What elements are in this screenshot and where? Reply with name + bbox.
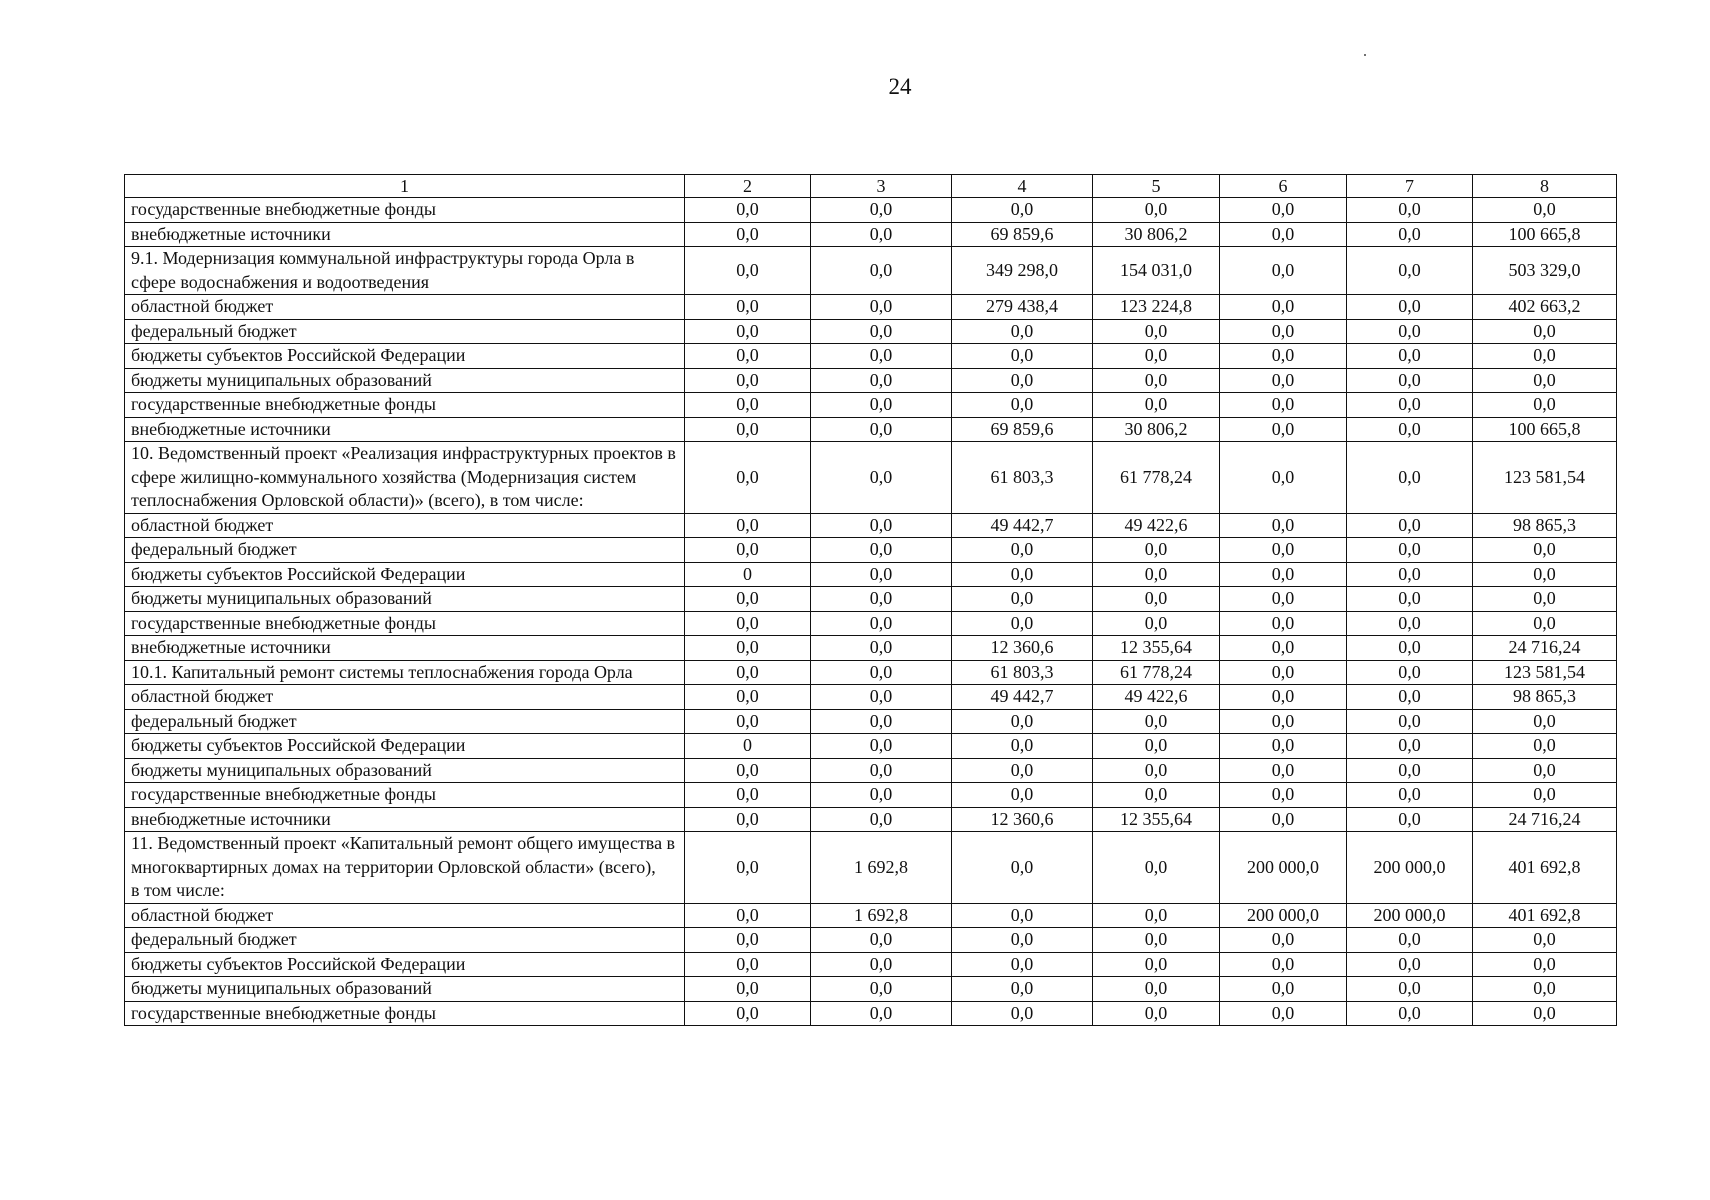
value-cell: 0,0 xyxy=(1347,319,1473,344)
value-cell: 0,0 xyxy=(1473,587,1617,612)
value-cell: 0,0 xyxy=(1473,562,1617,587)
value-cell: 0,0 xyxy=(811,319,952,344)
value-cell: 0,0 xyxy=(1220,538,1347,563)
value-cell: 0,0 xyxy=(685,636,811,661)
value-cell: 12 355,64 xyxy=(1093,636,1220,661)
value-cell: 0,0 xyxy=(952,198,1093,223)
value-cell: 0,0 xyxy=(1473,1001,1617,1026)
value-cell: 49 422,6 xyxy=(1093,685,1220,710)
value-cell: 279 438,4 xyxy=(952,295,1093,320)
value-cell: 0,0 xyxy=(811,247,952,295)
value-cell: 0,0 xyxy=(1093,393,1220,418)
value-cell: 0,0 xyxy=(1093,344,1220,369)
value-cell: 0,0 xyxy=(1473,611,1617,636)
value-cell: 349 298,0 xyxy=(952,247,1093,295)
value-cell: 0,0 xyxy=(685,977,811,1002)
value-cell: 0,0 xyxy=(1093,758,1220,783)
value-cell: 0,0 xyxy=(1473,538,1617,563)
value-cell: 0,0 xyxy=(1220,222,1347,247)
value-cell: 200 000,0 xyxy=(1220,903,1347,928)
value-cell: 0,0 xyxy=(1093,587,1220,612)
value-cell: 0,0 xyxy=(1093,319,1220,344)
value-cell: 0,0 xyxy=(1473,783,1617,808)
column-number: 7 xyxy=(1347,175,1473,198)
value-cell: 0,0 xyxy=(1220,368,1347,393)
value-cell: 49 422,6 xyxy=(1093,513,1220,538)
column-number: 1 xyxy=(125,175,685,198)
row-label: бюджеты муниципальных образований xyxy=(125,977,685,1002)
value-cell: 0,0 xyxy=(685,319,811,344)
page-number: 24 xyxy=(888,74,912,99)
table-row xyxy=(125,807,1617,832)
value-cell: 0,0 xyxy=(1347,417,1473,442)
value-cell: 0,0 xyxy=(1347,198,1473,223)
value-cell: 0,0 xyxy=(1093,952,1220,977)
value-cell: 0,0 xyxy=(685,513,811,538)
value-cell: 0,0 xyxy=(1473,928,1617,953)
value-cell: 0,0 xyxy=(1093,783,1220,808)
column-number-row xyxy=(125,175,1617,198)
value-cell: 0,0 xyxy=(1347,344,1473,369)
value-cell: 0,0 xyxy=(811,611,952,636)
value-cell: 0,0 xyxy=(1093,611,1220,636)
row-label: бюджеты муниципальных образований xyxy=(125,368,685,393)
value-cell: 0,0 xyxy=(685,222,811,247)
value-cell: 0,0 xyxy=(1473,344,1617,369)
value-cell: 0,0 xyxy=(685,393,811,418)
value-cell: 12 355,64 xyxy=(1093,807,1220,832)
value-cell: 0,0 xyxy=(811,393,952,418)
table-row xyxy=(125,758,1617,783)
table-row xyxy=(125,709,1617,734)
table-row xyxy=(125,562,1617,587)
value-cell: 0,0 xyxy=(952,1001,1093,1026)
value-cell: 0,0 xyxy=(685,538,811,563)
value-cell: 503 329,0 xyxy=(1473,247,1617,295)
value-cell: 0,0 xyxy=(811,636,952,661)
row-label: федеральный бюджет xyxy=(125,709,685,734)
value-cell: 0,0 xyxy=(1220,1001,1347,1026)
value-cell: 123 224,8 xyxy=(1093,295,1220,320)
value-cell: 0,0 xyxy=(1347,247,1473,295)
value-cell: 0,0 xyxy=(811,222,952,247)
value-cell: 0,0 xyxy=(811,758,952,783)
row-label: областной бюджет xyxy=(125,903,685,928)
value-cell: 0,0 xyxy=(1347,807,1473,832)
value-cell: 0,0 xyxy=(1220,734,1347,759)
row-label: бюджеты муниципальных образований xyxy=(125,758,685,783)
value-cell: 200 000,0 xyxy=(1220,832,1347,904)
column-number: 3 xyxy=(811,175,952,198)
value-cell: 0,0 xyxy=(1347,538,1473,563)
value-cell: 0,0 xyxy=(1093,198,1220,223)
table-body xyxy=(125,175,1617,1026)
table-row xyxy=(125,368,1617,393)
value-cell: 0,0 xyxy=(1093,562,1220,587)
column-number: 2 xyxy=(685,175,811,198)
value-cell: 0,0 xyxy=(952,319,1093,344)
value-cell: 0,0 xyxy=(1473,977,1617,1002)
table-row xyxy=(125,513,1617,538)
value-cell: 0,0 xyxy=(685,928,811,953)
table-row xyxy=(125,611,1617,636)
table-row xyxy=(125,928,1617,953)
table-row xyxy=(125,587,1617,612)
value-cell: 98 865,3 xyxy=(1473,685,1617,710)
value-cell: 0,0 xyxy=(952,783,1093,808)
value-cell: 0,0 xyxy=(1347,783,1473,808)
row-label: бюджеты субъектов Российской Федерации xyxy=(125,734,685,759)
value-cell: 61 778,24 xyxy=(1093,442,1220,514)
scan-speck xyxy=(1364,54,1366,56)
value-cell: 0,0 xyxy=(952,758,1093,783)
value-cell: 0,0 xyxy=(1093,903,1220,928)
table-row xyxy=(125,538,1617,563)
value-cell: 0,0 xyxy=(811,368,952,393)
row-label: федеральный бюджет xyxy=(125,538,685,563)
value-cell: 401 692,8 xyxy=(1473,832,1617,904)
value-cell: 0,0 xyxy=(811,685,952,710)
value-cell: 61 803,3 xyxy=(952,442,1093,514)
value-cell: 0,0 xyxy=(685,198,811,223)
value-cell: 0,0 xyxy=(1347,636,1473,661)
value-cell: 0,0 xyxy=(811,952,952,977)
value-cell: 401 692,8 xyxy=(1473,903,1617,928)
value-cell: 0,0 xyxy=(811,783,952,808)
value-cell: 0,0 xyxy=(685,758,811,783)
row-label: бюджеты муниципальных образований xyxy=(125,587,685,612)
value-cell: 0,0 xyxy=(1473,952,1617,977)
table-row xyxy=(125,832,1617,904)
value-cell: 100 665,8 xyxy=(1473,222,1617,247)
budget-table xyxy=(124,174,1617,1026)
value-cell: 0,0 xyxy=(1347,977,1473,1002)
value-cell: 30 806,2 xyxy=(1093,222,1220,247)
row-label: бюджеты субъектов Российской Федерации xyxy=(125,952,685,977)
table-row xyxy=(125,198,1617,223)
value-cell: 0,0 xyxy=(811,734,952,759)
value-cell: 0,0 xyxy=(811,538,952,563)
value-cell: 0,0 xyxy=(811,562,952,587)
value-cell: 0,0 xyxy=(1347,562,1473,587)
value-cell: 402 663,2 xyxy=(1473,295,1617,320)
value-cell: 0,0 xyxy=(1473,393,1617,418)
value-cell: 0,0 xyxy=(685,660,811,685)
table-row xyxy=(125,734,1617,759)
value-cell: 0,0 xyxy=(1473,734,1617,759)
column-number: 6 xyxy=(1220,175,1347,198)
value-cell: 0,0 xyxy=(685,783,811,808)
value-cell: 0,0 xyxy=(1347,442,1473,514)
value-cell: 0,0 xyxy=(1347,685,1473,710)
table-row xyxy=(125,783,1617,808)
value-cell: 0,0 xyxy=(811,709,952,734)
value-cell: 0,0 xyxy=(1093,832,1220,904)
row-label: государственные внебюджетные фонды xyxy=(125,393,685,418)
row-label: областной бюджет xyxy=(125,513,685,538)
value-cell: 0,0 xyxy=(1093,538,1220,563)
value-cell: 0 xyxy=(685,734,811,759)
value-cell: 0,0 xyxy=(952,368,1093,393)
value-cell: 0,0 xyxy=(811,660,952,685)
value-cell: 0,0 xyxy=(685,587,811,612)
value-cell: 0,0 xyxy=(811,977,952,1002)
value-cell: 0,0 xyxy=(1220,636,1347,661)
row-label: 9.1. Модернизация коммунальной инфраструктуры города Орла в сфере водоснабжения и водоотведения xyxy=(125,247,685,295)
value-cell: 0,0 xyxy=(952,344,1093,369)
value-cell: 0,0 xyxy=(1347,928,1473,953)
table-row xyxy=(125,344,1617,369)
row-label: областной бюджет xyxy=(125,295,685,320)
value-cell: 0,0 xyxy=(685,1001,811,1026)
value-cell: 0,0 xyxy=(1220,393,1347,418)
value-cell: 30 806,2 xyxy=(1093,417,1220,442)
row-label: внебюджетные источники xyxy=(125,222,685,247)
row-label: 10. Ведомственный проект «Реализация инфраструктурных проектов в сфере жилищно-коммунального хозяйства (Модернизация систем теплоснабжения Орловской области)» (всего), в том числе: xyxy=(125,442,685,514)
table-row xyxy=(125,222,1617,247)
value-cell: 0,0 xyxy=(811,1001,952,1026)
table-row xyxy=(125,417,1617,442)
value-cell: 0,0 xyxy=(1473,758,1617,783)
value-cell: 100 665,8 xyxy=(1473,417,1617,442)
value-cell: 61 778,24 xyxy=(1093,660,1220,685)
value-cell: 0,0 xyxy=(952,393,1093,418)
value-cell: 0,0 xyxy=(952,709,1093,734)
value-cell: 0,0 xyxy=(952,832,1093,904)
value-cell: 0,0 xyxy=(685,344,811,369)
value-cell: 0,0 xyxy=(685,685,811,710)
row-label: 11. Ведомственный проект «Капитальный ремонт общего имущества в многоквартирных домах на территории Орловской области» (всего), в том числе: xyxy=(125,832,685,904)
value-cell: 24 716,24 xyxy=(1473,636,1617,661)
table-row xyxy=(125,1001,1617,1026)
value-cell: 0,0 xyxy=(811,587,952,612)
value-cell: 0,0 xyxy=(1220,247,1347,295)
value-cell: 0,0 xyxy=(1220,783,1347,808)
value-cell: 0,0 xyxy=(1220,977,1347,1002)
value-cell: 0,0 xyxy=(1220,295,1347,320)
table-row xyxy=(125,393,1617,418)
value-cell: 0,0 xyxy=(685,442,811,514)
value-cell: 0,0 xyxy=(1347,513,1473,538)
value-cell: 0,0 xyxy=(1473,198,1617,223)
value-cell: 12 360,6 xyxy=(952,807,1093,832)
value-cell: 0,0 xyxy=(1093,1001,1220,1026)
value-cell: 0,0 xyxy=(685,368,811,393)
value-cell: 0,0 xyxy=(1347,368,1473,393)
table-row xyxy=(125,685,1617,710)
value-cell: 0,0 xyxy=(1473,368,1617,393)
column-number: 8 xyxy=(1473,175,1617,198)
value-cell: 0,0 xyxy=(1347,734,1473,759)
row-label: государственные внебюджетные фонды xyxy=(125,611,685,636)
value-cell: 1 692,8 xyxy=(811,903,952,928)
row-label: государственные внебюджетные фонды xyxy=(125,783,685,808)
column-number: 5 xyxy=(1093,175,1220,198)
row-label: внебюджетные источники xyxy=(125,636,685,661)
value-cell: 0 xyxy=(685,562,811,587)
table-row xyxy=(125,295,1617,320)
value-cell: 69 859,6 xyxy=(952,417,1093,442)
value-cell: 0,0 xyxy=(685,417,811,442)
value-cell: 0,0 xyxy=(1473,319,1617,344)
value-cell: 0,0 xyxy=(685,807,811,832)
value-cell: 0,0 xyxy=(1220,344,1347,369)
value-cell: 0,0 xyxy=(952,928,1093,953)
row-label: 10.1. Капитальный ремонт системы теплоснабжения города Орла xyxy=(125,660,685,685)
value-cell: 0,0 xyxy=(952,734,1093,759)
value-cell: 0,0 xyxy=(1347,611,1473,636)
value-cell: 49 442,7 xyxy=(952,513,1093,538)
value-cell: 0,0 xyxy=(685,832,811,904)
value-cell: 0,0 xyxy=(952,952,1093,977)
table-row xyxy=(125,903,1617,928)
value-cell: 0,0 xyxy=(1220,319,1347,344)
value-cell: 200 000,0 xyxy=(1347,832,1473,904)
table-row xyxy=(125,442,1617,514)
value-cell: 0,0 xyxy=(1220,198,1347,223)
value-cell: 0,0 xyxy=(811,198,952,223)
value-cell: 0,0 xyxy=(1220,513,1347,538)
value-cell: 0,0 xyxy=(1220,709,1347,734)
value-cell: 1 692,8 xyxy=(811,832,952,904)
value-cell: 0,0 xyxy=(1220,611,1347,636)
value-cell: 49 442,7 xyxy=(952,685,1093,710)
value-cell: 0,0 xyxy=(1093,709,1220,734)
row-label: бюджеты субъектов Российской Федерации xyxy=(125,562,685,587)
value-cell: 98 865,3 xyxy=(1473,513,1617,538)
value-cell: 0,0 xyxy=(952,587,1093,612)
value-cell: 0,0 xyxy=(1220,807,1347,832)
value-cell: 0,0 xyxy=(811,807,952,832)
value-cell: 0,0 xyxy=(1347,295,1473,320)
value-cell: 0,0 xyxy=(1220,928,1347,953)
row-label: бюджеты субъектов Российской Федерации xyxy=(125,344,685,369)
value-cell: 0,0 xyxy=(811,928,952,953)
value-cell: 123 581,54 xyxy=(1473,660,1617,685)
value-cell: 0,0 xyxy=(1220,660,1347,685)
value-cell: 200 000,0 xyxy=(1347,903,1473,928)
value-cell: 0,0 xyxy=(685,295,811,320)
row-label: внебюджетные источники xyxy=(125,417,685,442)
value-cell: 0,0 xyxy=(1093,734,1220,759)
value-cell: 0,0 xyxy=(1347,222,1473,247)
value-cell: 0,0 xyxy=(1473,709,1617,734)
value-cell: 0,0 xyxy=(685,952,811,977)
value-cell: 0,0 xyxy=(1347,587,1473,612)
row-label: федеральный бюджет xyxy=(125,928,685,953)
value-cell: 0,0 xyxy=(685,903,811,928)
value-cell: 0,0 xyxy=(1347,709,1473,734)
value-cell: 61 803,3 xyxy=(952,660,1093,685)
row-label: областной бюджет xyxy=(125,685,685,710)
row-label: внебюджетные источники xyxy=(125,807,685,832)
value-cell: 0,0 xyxy=(952,562,1093,587)
value-cell: 0,0 xyxy=(1220,417,1347,442)
value-cell: 0,0 xyxy=(811,344,952,369)
value-cell: 0,0 xyxy=(811,417,952,442)
table-row xyxy=(125,660,1617,685)
row-label: государственные внебюджетные фонды xyxy=(125,198,685,223)
value-cell: 0,0 xyxy=(952,611,1093,636)
value-cell: 0,0 xyxy=(685,247,811,295)
value-cell: 69 859,6 xyxy=(952,222,1093,247)
value-cell: 123 581,54 xyxy=(1473,442,1617,514)
table-row xyxy=(125,319,1617,344)
value-cell: 0,0 xyxy=(1347,1001,1473,1026)
value-cell: 0,0 xyxy=(811,295,952,320)
value-cell: 0,0 xyxy=(1093,977,1220,1002)
value-cell: 0,0 xyxy=(811,442,952,514)
value-cell: 0,0 xyxy=(1347,660,1473,685)
table-row xyxy=(125,977,1617,1002)
value-cell: 154 031,0 xyxy=(1093,247,1220,295)
row-label: государственные внебюджетные фонды xyxy=(125,1001,685,1026)
value-cell: 0,0 xyxy=(1093,928,1220,953)
value-cell: 0,0 xyxy=(685,709,811,734)
row-label: федеральный бюджет xyxy=(125,319,685,344)
value-cell: 0,0 xyxy=(685,611,811,636)
table-row xyxy=(125,952,1617,977)
value-cell: 0,0 xyxy=(1220,442,1347,514)
table-row xyxy=(125,636,1617,661)
value-cell: 0,0 xyxy=(952,538,1093,563)
value-cell: 0,0 xyxy=(1220,685,1347,710)
column-number: 4 xyxy=(952,175,1093,198)
table-row xyxy=(125,247,1617,295)
value-cell: 24 716,24 xyxy=(1473,807,1617,832)
value-cell: 0,0 xyxy=(1347,952,1473,977)
value-cell: 0,0 xyxy=(1347,393,1473,418)
value-cell: 0,0 xyxy=(1220,587,1347,612)
value-cell: 0,0 xyxy=(1347,758,1473,783)
value-cell: 0,0 xyxy=(952,903,1093,928)
value-cell: 0,0 xyxy=(811,513,952,538)
value-cell: 0,0 xyxy=(952,977,1093,1002)
value-cell: 0,0 xyxy=(1220,562,1347,587)
value-cell: 0,0 xyxy=(1220,952,1347,977)
value-cell: 0,0 xyxy=(1093,368,1220,393)
value-cell: 12 360,6 xyxy=(952,636,1093,661)
value-cell: 0,0 xyxy=(1220,758,1347,783)
